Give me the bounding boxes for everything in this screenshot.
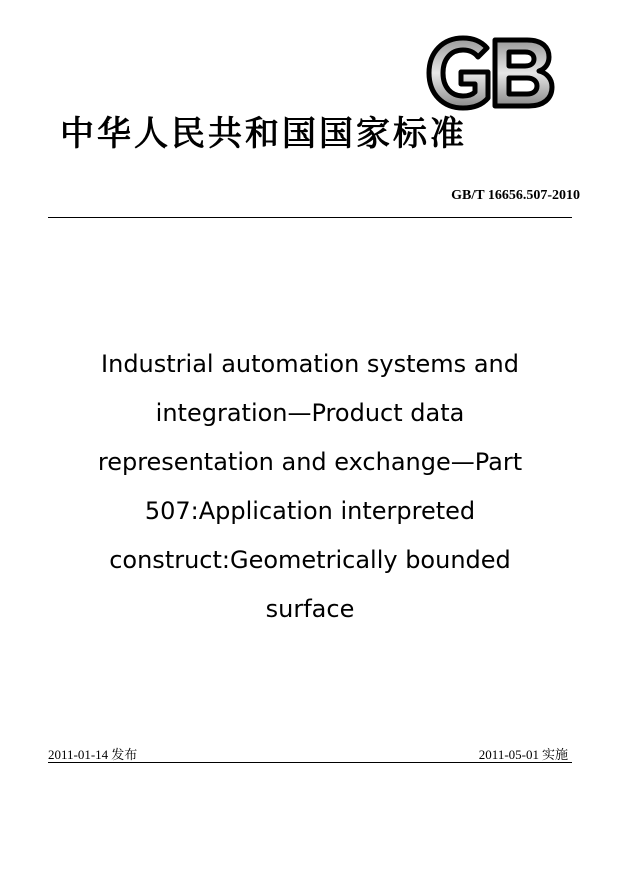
effective-date: 2011-05-01 bbox=[478, 747, 539, 762]
issue-date-block bbox=[48, 744, 137, 763]
title-line: representation and exchange—Part bbox=[97, 448, 523, 476]
bottom-divider bbox=[48, 762, 572, 763]
effective-label: 实施 bbox=[541, 748, 568, 763]
document-title bbox=[60, 340, 560, 634]
gb-logo-icon bbox=[425, 34, 557, 112]
logo-text: GB bbox=[425, 34, 427, 35]
title-line: integration—Product data bbox=[155, 399, 465, 427]
title-line: 507:Application interpreted bbox=[144, 497, 476, 525]
effective-date-block bbox=[479, 744, 568, 763]
title-line: construct:Geometrically bounded bbox=[109, 546, 511, 574]
issue-date: 2011-01-14 bbox=[48, 747, 109, 762]
standard-code: GB/T 16656.507-2010 bbox=[451, 188, 580, 203]
issue-label: 发布 bbox=[111, 748, 138, 763]
title-line: Industrial automation systems and bbox=[101, 350, 519, 378]
top-divider bbox=[48, 217, 572, 218]
org-title: 中华人民共和国国家标准 bbox=[60, 114, 467, 154]
title-line: surface bbox=[265, 595, 355, 623]
